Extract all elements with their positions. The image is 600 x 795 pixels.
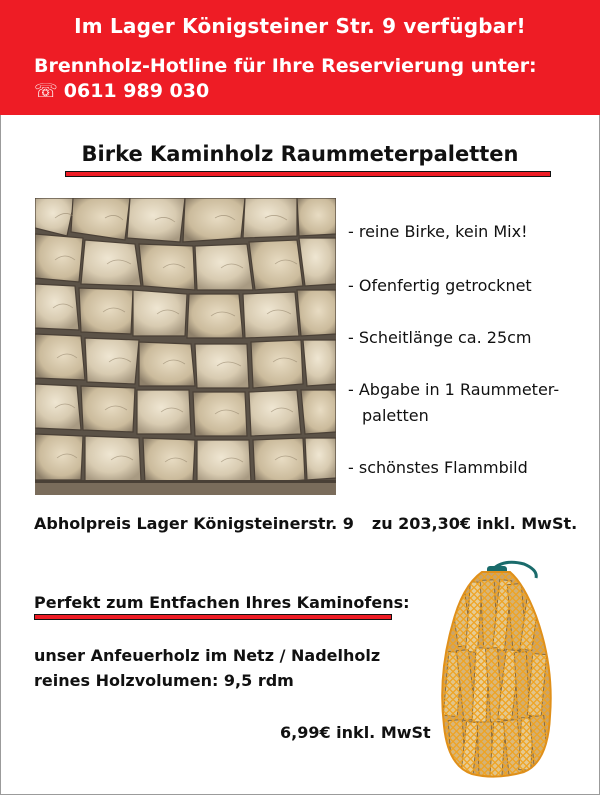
phone-icon: ☏: [34, 80, 58, 102]
hotline-number[interactable]: [34, 80, 209, 102]
kindling-price: 6,99€ inkl. MwSt: [280, 723, 431, 742]
feature-pallet-unit-cont: paletten: [362, 406, 429, 425]
availability-headline: Im Lager Königsteiner Str. 9 verfügbar!: [74, 14, 526, 38]
kindling-description: unser Anfeuerholz im Netz / Nadelholz: [34, 646, 381, 665]
kindling-subtitle: Perfekt zum Entfachen Ihres Kaminofens:: [34, 593, 410, 612]
kindling-net-bag-photo: [432, 556, 560, 778]
feature-pure-birch: - reine Birke, kein Mix!: [348, 222, 528, 241]
subtitle-underline: [34, 614, 392, 620]
birch-firewood-stack-photo: [35, 198, 336, 495]
feature-length: - Scheitlänge ca. 25cm: [348, 328, 532, 347]
feature-dried: - Ofenfertig getrocknet: [348, 276, 532, 295]
kindling-volume: reines Holzvolumen: 9,5 rdm: [34, 671, 294, 690]
pickup-price-label: Abholpreis Lager Königsteinerstr. 9: [34, 514, 354, 533]
top-banner: [0, 0, 600, 115]
product-title: Birke Kaminholz Raummeterpaletten: [81, 142, 519, 166]
pickup-price-value: zu 203,30€ inkl. MwSt.: [371, 514, 578, 533]
pickup-price-line: [34, 514, 577, 533]
feature-pallet-unit: - Abgabe in 1 Raummeter-: [348, 380, 560, 399]
hotline-label: Brennholz-Hotline für Ihre Reservierung unter:: [34, 55, 537, 77]
title-underline: [65, 171, 551, 177]
feature-flame: - schönstes Flammbild: [348, 458, 528, 477]
phone-number-text: 0611 989 030: [63, 80, 210, 102]
